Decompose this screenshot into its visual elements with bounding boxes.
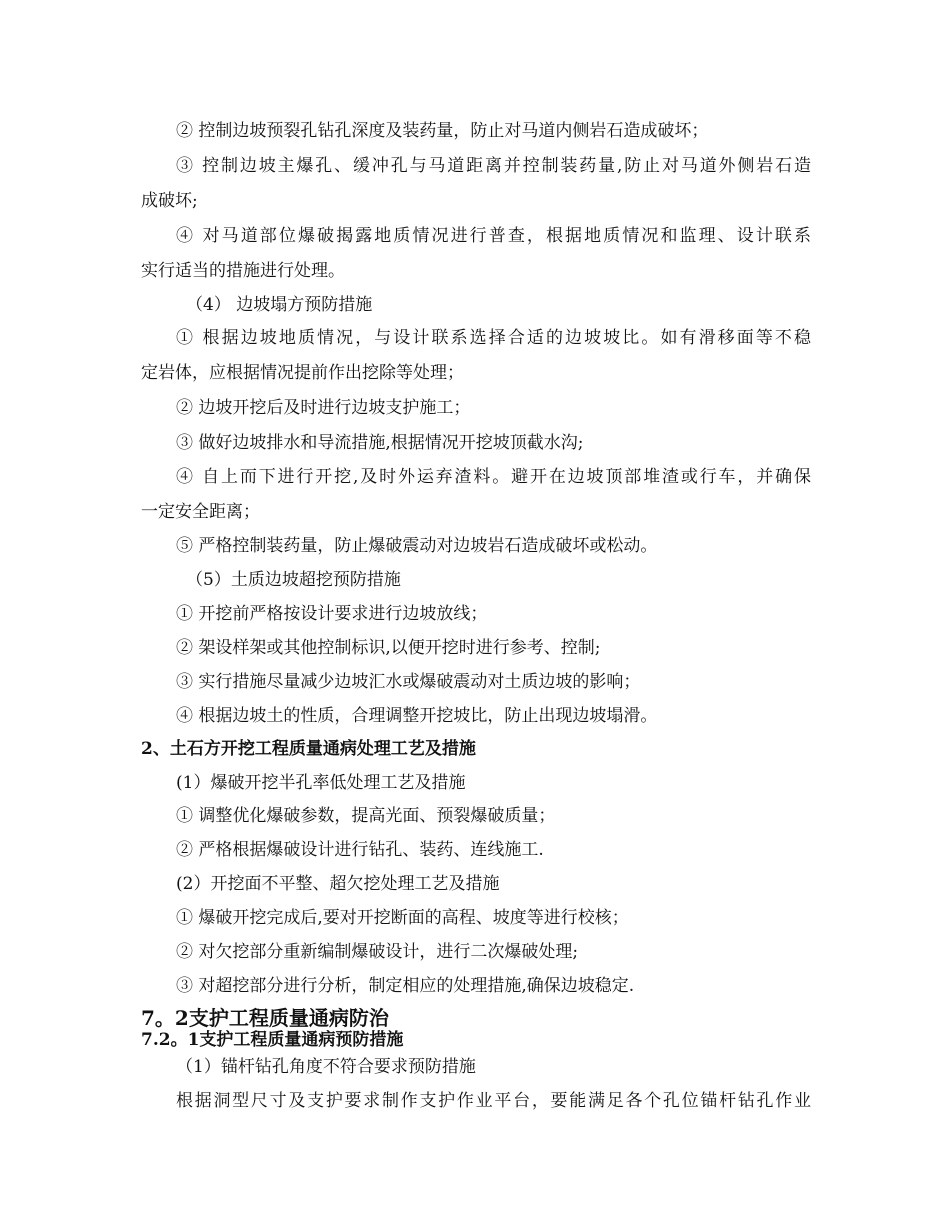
section-heading: 7.2。1支护工程质量通病预防措施 — [141, 1030, 404, 1050]
paragraph-line: ① 开挖前严格按设计要求进行边坡放线； — [176, 604, 488, 624]
paragraph-line: ③ 对超挖部分进行分析，制定相应的处理措施,确保边坡稳定. — [176, 976, 635, 996]
paragraph-line: ③ 实行措施尽量减少边坡汇水或爆破震动对土质边坡的影响； — [176, 672, 641, 692]
paragraph-line: ① 根据边坡地质情况，与设计联系选择合适的边坡坡比。如有滑移面等不稳 — [176, 328, 811, 348]
paragraph-line: ③ 做好边坡排水和导流措施,根据情况开挖坡顶截水沟; — [176, 433, 584, 453]
paragraph-line: ② 对欠挖部分重新编制爆破设计，进行二次爆破处理; — [176, 942, 579, 962]
paragraph-line: 定岩体，应根据情况提前作出挖除等处理； — [141, 363, 464, 383]
subheading: （5）土质边坡超挖预防措施 — [186, 570, 401, 590]
subheading: (2）开挖面不平整、超欠挖处理工艺及措施 — [176, 874, 500, 894]
paragraph-line: ② 边坡开挖后及时进行边坡支护施工； — [176, 398, 471, 418]
paragraph-line: 成破坏; — [141, 191, 198, 211]
paragraph-line: 根据洞型尺寸及支护要求制作支护作业平台，要能满足各个孔位锚杆钻孔作业 — [176, 1091, 811, 1111]
paragraph-line: ④ 根据边坡土的性质，合理调整开挖坡比，防止出现边坡塌滑。 — [176, 706, 658, 726]
paragraph-line: ⑤ 严格控制装药量，防止爆破震动对边坡岩石造成破坏或松动。 — [176, 536, 658, 556]
paragraph-line: ③ 控制边坡主爆孔、缓冲孔与马道距离并控制装药量,防止对马道外侧岩石造 — [176, 156, 811, 176]
section-heading: 2、土石方开挖工程质量通病处理工艺及措施 — [141, 739, 476, 759]
paragraph-line: ④ 自上而下进行开挖,及时外运弃渣料。避开在边坡顶部堆渣或行车，并确保 — [176, 467, 811, 487]
subheading: （1）锚杆钻孔角度不符合要求预防措施 — [176, 1057, 476, 1077]
paragraph-line: ② 控制边坡预裂孔钻孔深度及装药量，防止对马道内侧岩石造成破坏； — [176, 121, 709, 141]
chapter-heading: 7。2支护工程质量通病防治 — [141, 1006, 389, 1030]
subheading: （4） 边坡塌方预防措施 — [186, 295, 373, 315]
paragraph-line: ① 调整优化爆破参数，提高光面、预裂爆破质量； — [176, 806, 556, 826]
paragraph-line: 实行适当的措施进行处理。 — [141, 261, 345, 281]
paragraph-line: ① 爆破开挖完成后,要对开挖断面的高程、坡度等进行校核； — [176, 908, 629, 928]
paragraph-line: ④ 对马道部位爆破揭露地质情况进行普查，根据地质情况和监理、设计联系 — [176, 226, 811, 246]
paragraph-line: ② 严格根据爆破设计进行钻孔、装药、连线施工. — [176, 840, 544, 860]
paragraph-line: 一定安全距离； — [141, 502, 260, 522]
subheading: (1）爆破开挖半孔率低处理工艺及措施 — [176, 773, 466, 793]
paragraph-line: ② 架设样架或其他控制标识,以便开挖时进行参考、控制; — [176, 638, 601, 658]
